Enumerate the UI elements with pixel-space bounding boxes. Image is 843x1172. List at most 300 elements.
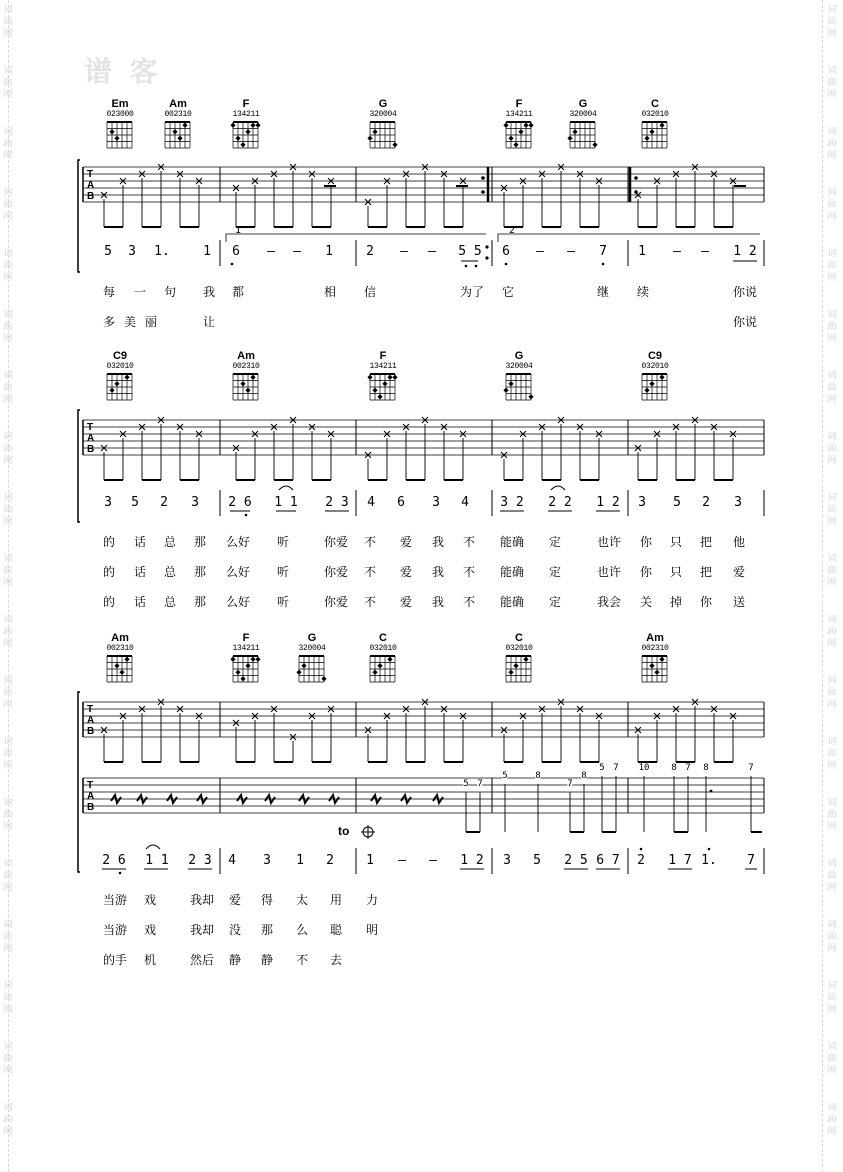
- watermark-char: 曲: [827, 1054, 837, 1064]
- strum-mark: [265, 795, 275, 803]
- tab-fret-number: 7: [477, 779, 483, 789]
- jianpu-note: 6: [232, 244, 240, 259]
- chord-grid: [367, 654, 399, 688]
- watermark-char: 网: [827, 1127, 837, 1137]
- chord-name: C9: [647, 350, 663, 362]
- chord-grid: [296, 654, 328, 688]
- watermark-char: 网: [3, 1127, 13, 1137]
- lyric-syllable: 听: [277, 535, 290, 549]
- chord-finger-dot: [240, 676, 245, 681]
- watermark-char: 词: [827, 981, 837, 991]
- watermark-char: 曲: [3, 17, 13, 27]
- chord-name: F: [379, 350, 387, 362]
- chord-diagram-em: [100, 98, 140, 154]
- lyric-syllable: 不: [463, 535, 476, 549]
- chord-finger-dot: [296, 670, 301, 675]
- jianpu-note: 1 1: [274, 495, 298, 510]
- jianpu-note: 4: [461, 495, 469, 510]
- lyric-syllable: 我: [203, 285, 216, 299]
- jianpu-note: –: [293, 244, 301, 259]
- jianpu-note: –: [267, 244, 275, 259]
- jianpu-note: 6 7: [596, 853, 620, 868]
- jianpu-note: 4: [228, 853, 236, 868]
- watermark-char: 曲: [3, 1054, 13, 1064]
- watermark-char: 词: [3, 249, 13, 259]
- watermark-char: 网: [827, 578, 837, 588]
- lyric-syllable: 你说: [733, 315, 758, 329]
- watermark-char: 曲: [3, 505, 13, 515]
- jianpu-octave-dot: [245, 514, 248, 517]
- jianpu-octave-dot: [465, 265, 468, 268]
- lyric-syllable: 力: [366, 893, 379, 907]
- lyric-syllable: 你爱: [324, 595, 349, 609]
- tab-fret-number: 5: [599, 763, 605, 773]
- jianpu-note: 2 6: [228, 495, 252, 510]
- tab-fret-number: 8: [581, 771, 587, 781]
- watermark-char: 曲: [3, 871, 13, 881]
- chord-finger-dot: [644, 388, 649, 393]
- jianpu-octave-dot: [475, 265, 478, 268]
- chord-finger-dot: [508, 670, 513, 675]
- watermark-char: 词: [827, 798, 837, 808]
- jianpu-note: 5: [131, 495, 139, 510]
- chord-finger-dot: [182, 123, 187, 128]
- watermark-char: 网: [827, 761, 837, 771]
- chord-finger-dot: [392, 142, 397, 147]
- chord-grid: [230, 120, 262, 154]
- watermark-char: 曲: [3, 932, 13, 942]
- tab-fret-number: 5: [502, 771, 508, 781]
- chord-finger-dot: [508, 381, 513, 386]
- lyric-syllable: 我却: [190, 893, 215, 907]
- strum-mark: [111, 795, 121, 803]
- chord-finger-dot: [367, 136, 372, 141]
- chord-grid: [367, 120, 399, 154]
- watermark-char: 曲: [3, 200, 13, 210]
- watermark-char: 曲: [827, 932, 837, 942]
- watermark-char: 网: [3, 1066, 13, 1076]
- watermark-char: 曲: [827, 322, 837, 332]
- chord-finger-dot: [245, 129, 250, 134]
- lyric-syllable: 丽: [145, 315, 158, 329]
- lyric-syllable: 太: [296, 893, 309, 907]
- tie-slur: [551, 486, 565, 490]
- watermark-char: 网: [3, 29, 13, 39]
- chord-finger-dot: [508, 136, 513, 141]
- watermark-char: 词: [3, 432, 13, 442]
- lyric-syllable: 明: [366, 923, 379, 937]
- lyric-syllable: 你爱: [324, 535, 349, 549]
- chord-diagram-am: [158, 98, 198, 154]
- watermark-char: 曲: [3, 383, 13, 393]
- tab-clef-letter: T: [87, 780, 94, 791]
- watermark-char: 网: [3, 1005, 13, 1015]
- chord-fingering: 002310: [641, 644, 669, 653]
- chord-grid: [104, 372, 136, 406]
- watermark-char: 网: [3, 151, 13, 161]
- chord-finger-dot: [567, 136, 572, 141]
- watermark-char: 曲: [827, 505, 837, 515]
- jianpu-note: 5: [673, 495, 681, 510]
- chord-finger-dot: [367, 375, 372, 380]
- chord-finger-dot: [109, 388, 114, 393]
- lyric-syllable: 总: [164, 595, 177, 609]
- lyric-syllable: 么好: [226, 595, 251, 609]
- chord-finger-dot: [523, 657, 528, 662]
- lyric-syllable: 话: [134, 535, 147, 549]
- chord-finger-dot: [124, 375, 129, 380]
- repeat-dot: [481, 190, 485, 194]
- lyric-syllable: 也许: [597, 565, 622, 579]
- strum-mark: [329, 795, 339, 803]
- jianpu-note: 1 2: [460, 853, 484, 868]
- chord-name: G: [378, 98, 388, 110]
- volta-1-label: 1: [234, 225, 242, 236]
- lyric-syllable: 信: [364, 285, 377, 299]
- lyric-syllable: 不: [364, 565, 377, 579]
- jianpu-note: 7: [747, 853, 755, 868]
- watermark-char: 词: [827, 66, 837, 76]
- lyric-syllable: 续: [637, 285, 650, 299]
- tab-fret-number: 10: [638, 763, 650, 773]
- watermark-char: 网: [827, 1066, 837, 1076]
- chord-grid: [639, 120, 671, 154]
- watermark-char: 曲: [3, 749, 13, 759]
- chord-finger-dot: [250, 657, 255, 662]
- jianpu-note: 5: [533, 853, 541, 868]
- chord-finger-dot: [503, 123, 508, 128]
- watermark-char: 曲: [827, 688, 837, 698]
- jianpu-note: 3: [128, 244, 136, 259]
- chord-finger-dot: [230, 123, 235, 128]
- jianpu-note: 3 2: [500, 495, 524, 510]
- watermark-char: 词: [827, 249, 837, 259]
- watermark-char: 曲: [827, 200, 837, 210]
- lyric-syllable: 我会: [597, 595, 622, 609]
- jianpu-note: 2: [702, 495, 710, 510]
- chord-name: F: [242, 98, 250, 110]
- tab-clef-letter: A: [87, 715, 95, 726]
- chord-finger-dot: [659, 657, 664, 662]
- chord-finger-dot: [301, 663, 306, 668]
- tab-clef-letter: B: [87, 191, 95, 202]
- chord-name: Am: [646, 632, 664, 644]
- dotted-note-dot: [710, 790, 713, 793]
- jianpu-note: 1: [325, 244, 333, 259]
- watermark-char: 词: [827, 737, 837, 747]
- jianpu-note: 1: [638, 244, 646, 259]
- chord-fingering: 002310: [164, 110, 192, 119]
- lyric-syllable: 不: [463, 565, 476, 579]
- chord-grid: [503, 654, 535, 688]
- lyric-syllable: 那: [261, 923, 274, 937]
- lyric-syllable: 话: [134, 565, 147, 579]
- tab-clef-letter: B: [87, 802, 95, 813]
- chord-finger-dot: [649, 381, 654, 386]
- jianpu-note: –: [400, 244, 408, 259]
- watermark-char: 曲: [827, 383, 837, 393]
- watermark-char: 词: [3, 615, 13, 625]
- lyric-syllable: 让: [203, 315, 216, 329]
- jianpu-note: –: [567, 244, 575, 259]
- lyric-syllable: 我却: [190, 923, 215, 937]
- watermark-char: 网: [3, 456, 13, 466]
- lyric-syllable: 爱: [733, 565, 746, 579]
- jianpu-note: 2 2: [548, 495, 572, 510]
- lyric-syllable: 把: [700, 535, 713, 549]
- watermark-char: 词: [827, 493, 837, 503]
- jianpu-note: 2 3: [325, 495, 349, 510]
- chord-finger-dot: [240, 381, 245, 386]
- jianpu-note: 6: [397, 495, 405, 510]
- lyric-syllable: 爱: [400, 595, 413, 609]
- chord-finger-dot: [255, 657, 260, 662]
- chord-name: Am: [237, 350, 255, 362]
- watermark-char: 词: [3, 981, 13, 991]
- chord-finger-dot: [518, 129, 523, 134]
- chord-name: G: [307, 632, 317, 644]
- chord-finger-dot: [372, 129, 377, 134]
- watermark-char: 词: [827, 432, 837, 442]
- lyric-syllable: 总: [164, 565, 177, 579]
- jianpu-note: 5 5: [458, 244, 482, 259]
- chord-fingering: 002310: [232, 362, 260, 371]
- jianpu-note: 2: [160, 495, 168, 510]
- watermark-char: 曲: [827, 871, 837, 881]
- jianpu-note: 7: [599, 244, 607, 259]
- lyric-syllable: 当游: [103, 893, 128, 907]
- tab-fret-number: 7: [567, 779, 573, 789]
- system-bracket: [78, 410, 80, 522]
- lyric-syllable: 戏: [144, 923, 157, 937]
- strum-mark: [137, 795, 147, 803]
- lyric-syllable: 把: [700, 565, 713, 579]
- lyric-syllable: 然后: [190, 953, 215, 967]
- chord-finger-dot: [377, 663, 382, 668]
- lyric-syllable: 的手: [103, 953, 128, 967]
- watermark-char: 词: [827, 371, 837, 381]
- jianpu-octave-dot: [505, 263, 508, 266]
- watermark-char: 词: [827, 676, 837, 686]
- strum-mark: [167, 795, 177, 803]
- watermark-char: 网: [827, 456, 837, 466]
- chord-name: Em: [111, 98, 129, 110]
- strum-mark: [299, 795, 309, 803]
- watermark-char: 曲: [3, 810, 13, 820]
- strum-mark: [433, 795, 443, 803]
- lyric-syllable: 那: [194, 565, 207, 579]
- watermark-char: 网: [827, 29, 837, 39]
- lyric-syllable: 戏: [144, 893, 157, 907]
- jianpu-octave-dot: [708, 848, 711, 851]
- lyric-syllable: 静: [229, 953, 242, 967]
- tab-fret-number: 8: [535, 771, 541, 781]
- system-bracket: [78, 160, 80, 272]
- tab-clef-letter: B: [87, 444, 95, 455]
- lyric-syllable: 那: [194, 535, 207, 549]
- lyric-syllable: 不: [364, 595, 377, 609]
- chord-finger-dot: [240, 142, 245, 147]
- jianpu-note: 3: [104, 495, 112, 510]
- jianpu-note: –: [428, 244, 436, 259]
- chord-grid: [639, 372, 671, 406]
- tie-slur: [146, 845, 160, 849]
- watermark-char: 词: [3, 737, 13, 747]
- chord-finger-dot: [592, 142, 597, 147]
- watermark-char: 网: [3, 883, 13, 893]
- chord-name: C9: [112, 350, 128, 362]
- chord-grid: [503, 120, 535, 154]
- tab-clef-letter: A: [87, 791, 95, 802]
- chord-diagram-g: [292, 632, 332, 688]
- brand-watermark: 谱 客: [84, 55, 162, 88]
- jianpu-note: 1 2: [596, 495, 620, 510]
- lyric-syllable: 没: [229, 923, 242, 937]
- lyric-syllable: 静: [261, 953, 274, 967]
- chord-finger-dot: [659, 375, 664, 380]
- watermark-char: 曲: [827, 566, 837, 576]
- repeat-dot: [634, 176, 638, 180]
- lyric-syllable: 能确: [500, 595, 525, 609]
- watermark-char: 词: [3, 920, 13, 930]
- chord-finger-dot: [230, 657, 235, 662]
- strum-mark: [371, 795, 381, 803]
- watermark-char: 曲: [3, 139, 13, 149]
- watermark-char: 网: [3, 517, 13, 527]
- watermark-char: 网: [827, 395, 837, 405]
- chord-diagram-f: [226, 632, 266, 688]
- jianpu-note: 1 2: [733, 244, 757, 259]
- chord-finger-dot: [528, 123, 533, 128]
- chord-finger-dot: [172, 129, 177, 134]
- watermark-char: 曲: [3, 993, 13, 1003]
- watermark-char: 词: [3, 554, 13, 564]
- watermark-char: 词: [3, 188, 13, 198]
- chord-finger-dot: [114, 381, 119, 386]
- chord-finger-dot: [387, 375, 392, 380]
- watermark-char: 曲: [3, 444, 13, 454]
- chord-finger-dot: [109, 129, 114, 134]
- lyric-syllable: 我: [432, 535, 445, 549]
- watermark-char: 网: [3, 700, 13, 710]
- jianpu-note: 1 1: [145, 853, 169, 868]
- watermark-char: 网: [3, 90, 13, 100]
- jianpu-note: 3: [263, 853, 271, 868]
- jianpu-note: 1 7: [668, 853, 692, 868]
- volta-2-bracket: [498, 234, 760, 242]
- jianpu-note: –: [701, 244, 709, 259]
- chord-name: C: [515, 632, 523, 644]
- lyric-syllable: 那: [194, 595, 207, 609]
- chord-grid: [367, 372, 399, 406]
- lyric-syllable: 你: [640, 565, 653, 579]
- watermark-char: 曲: [3, 566, 13, 576]
- chord-name: G: [514, 350, 524, 362]
- chord-grid: [503, 372, 535, 406]
- chord-fingering: 320004: [505, 362, 533, 371]
- chord-fingering: 032010: [641, 362, 669, 371]
- strum-mark: [401, 795, 411, 803]
- lyric-syllable: 相: [324, 285, 337, 299]
- lyric-syllable: 都: [232, 285, 245, 299]
- system-bracket: [78, 692, 80, 872]
- lyric-syllable: 关: [640, 595, 653, 609]
- tab-fret-number: 8: [671, 763, 677, 773]
- watermark-char: 词: [827, 1042, 837, 1052]
- lyric-syllable: 也许: [597, 535, 622, 549]
- lyric-syllable: 用: [330, 893, 343, 907]
- watermark-char: 曲: [827, 78, 837, 88]
- watermark-char: 曲: [827, 1115, 837, 1125]
- watermark-char: 网: [3, 761, 13, 771]
- chord-diagram-am: [226, 350, 266, 406]
- watermark-char: 词: [827, 1103, 837, 1113]
- chord-finger-dot: [644, 136, 649, 141]
- watermark-char: 网: [3, 273, 13, 283]
- jianpu-note: 3: [503, 853, 511, 868]
- jianpu-note: 1: [203, 244, 211, 259]
- tab-fret-number: 8: [703, 763, 709, 773]
- repeat-dot: [485, 245, 488, 248]
- tab-fret-number: 7: [613, 763, 619, 773]
- volta-2-label: 2: [508, 225, 516, 236]
- lyric-syllable: 我: [432, 565, 445, 579]
- lyric-syllable: 继: [597, 285, 610, 299]
- jianpu-note: –: [673, 244, 681, 259]
- tab-clef-letter: B: [87, 726, 95, 737]
- watermark-char: 网: [827, 883, 837, 893]
- chord-diagram-c9: [635, 350, 675, 406]
- jianpu-note: 2 6: [102, 853, 126, 868]
- chord-grid: [230, 654, 262, 688]
- watermark-char: 词: [3, 127, 13, 137]
- jianpu-note: 2 5: [564, 853, 588, 868]
- watermark-char: 词: [3, 493, 13, 503]
- chord-name: Am: [111, 632, 129, 644]
- chord-finger-dot: [513, 142, 518, 147]
- watermark-char: 网: [827, 517, 837, 527]
- chord-finger-dot: [392, 375, 397, 380]
- tab-fret-number: 5: [463, 779, 469, 789]
- lyric-syllable: 得: [261, 893, 274, 907]
- chord-fingering: 320004: [369, 110, 397, 119]
- chord-fingering: 134211: [232, 110, 260, 119]
- lyric-syllable: 不: [364, 535, 377, 549]
- watermark-char: 网: [827, 700, 837, 710]
- watermark-char: 曲: [3, 627, 13, 637]
- watermark-char: 曲: [827, 993, 837, 1003]
- tab-clef-letter: A: [87, 180, 95, 191]
- lyric-syllable: 定: [549, 535, 562, 549]
- watermark-char: 曲: [827, 749, 837, 759]
- jianpu-note: 2 3: [188, 853, 212, 868]
- chord-finger-dot: [572, 129, 577, 134]
- lyric-syllable: 你: [640, 535, 653, 549]
- chord-finger-dot: [513, 663, 518, 668]
- tab-clef-letter: A: [87, 433, 95, 444]
- watermark-char: 曲: [827, 139, 837, 149]
- tab-fret-number: 7: [685, 763, 691, 773]
- lyric-syllable: 话: [134, 595, 147, 609]
- jianpu-note: 4: [367, 495, 375, 510]
- watermark-char: 曲: [827, 17, 837, 27]
- lyric-syllable: 它: [502, 285, 515, 299]
- lyric-syllable: 你: [700, 595, 713, 609]
- chord-fingering: 134211: [505, 110, 533, 119]
- jianpu-note: –: [398, 853, 406, 868]
- lyric-syllable: 听: [277, 565, 290, 579]
- watermark-char: 词: [827, 920, 837, 930]
